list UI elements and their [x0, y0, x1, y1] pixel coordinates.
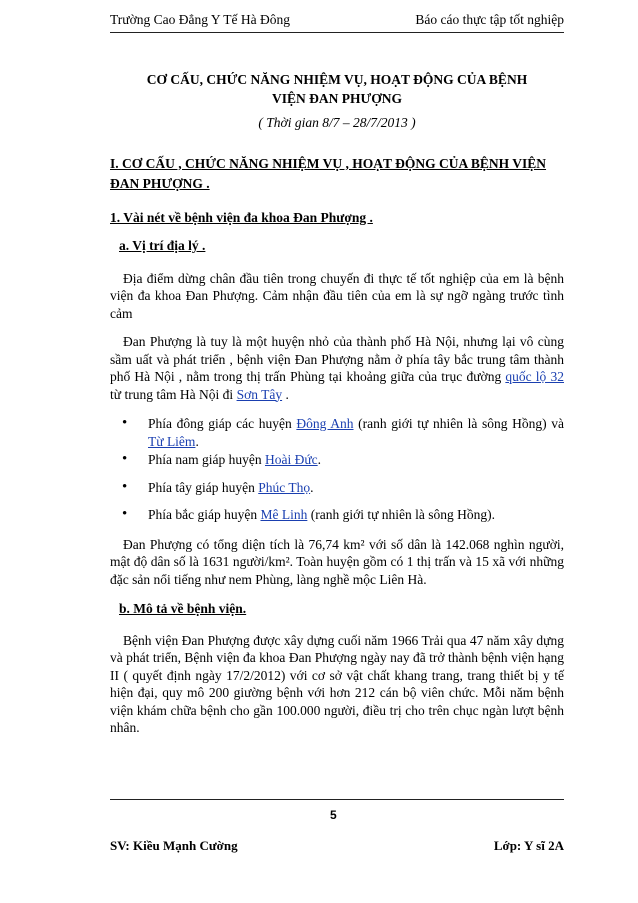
page-number: 5 — [330, 808, 337, 822]
link-me-linh[interactable]: Mê Linh — [260, 507, 308, 522]
paragraph-b-1: Bệnh viện Đan Phượng được xây dựng cuối năm 1966 Trải qua 47 năm xây dựng và phát triển, Bệnh viện đa khoa Đan Phượng ngày nay đã trở thành bệnh viện hạng II ( quyết định ngày 17/2/2012) với cơ sở vật chất khang trang, trang thiết bị y tế hiện đại, quy mô 200 giường bệnh với hơn 212 cán bộ viên chức. Mỗi năm bệnh viện khám chữa bệnh cho gần 100.000 người, điều trị cho trên chục ngàn lượt bệnh nhân. — [110, 632, 564, 735]
paragraph-a-2 — [110, 333, 564, 403]
heading-a-location: a. Vị trí địa lý . — [119, 238, 206, 253]
document-subtitle: ( Thời gian 8/7 – 28/7/2013 ) — [258, 115, 416, 130]
subsection-heading-1: 1. Vài nét về bệnh viện đa khoa Đan Phượng . — [110, 209, 373, 225]
header-report-title: Báo cáo thực tập tốt nghiệp — [415, 12, 564, 27]
list-item-text: Phía tây giáp huyện — [148, 479, 259, 495]
link-hoai-duc[interactable]: Hoài Đức — [264, 452, 318, 467]
paragraph-a-2-text-mid: từ trung tâm Hà Nội đi — [110, 386, 237, 402]
page-header — [110, 10, 564, 33]
paragraph-a-1: Địa điểm dừng chân đầu tiên trong chuyến đi thực tế tốt nghiệp của em là bệnh viện đa khoa Đan Phượng. Cảm nhận đầu tiên của em là sự ngỡ ngàng trước tình cảm — [110, 270, 564, 321]
list-item-text: Phía nam giáp huyện — [148, 452, 265, 467]
header-school-name: Trường Cao Đẳng Y Tế Hà Đông — [110, 12, 290, 27]
list-item-text: . — [195, 433, 199, 449]
link-dong-anh[interactable]: Đông Anh — [296, 416, 354, 431]
title-line-2: VIỆN ĐAN PHƯỢNG — [272, 91, 402, 106]
border-list — [110, 415, 564, 524]
list-item-text: (ranh giới tự nhiên là sông Hồng) và — [353, 416, 564, 431]
title-line-1: CƠ CẤU, CHỨC NĂNG NHIỆM VỤ, HOẠT ĐỘNG CỦA BỆNH — [146, 72, 528, 87]
list-item-text: . — [310, 479, 314, 495]
list-item-east — [148, 415, 564, 450]
paragraph-a-3: Đan Phượng có tổng diện tích là 76,74 km² với số dân là 142.068 nghìn người, mật độ dân số là 1631 người/km². Toàn huyện gồm có 1 thị trấn và 15 xã với những đặc sản nổi tiếng như nem Phùng, làng nghề mộc Liên Hà. — [110, 536, 564, 587]
link-quoc-lo-32[interactable]: quốc lộ 32 — [505, 369, 564, 384]
page-footer — [110, 799, 564, 853]
footer-class: Lớp: Y sĩ 2A — [493, 838, 564, 853]
footer-student-name: SV: Kiều Mạnh Cường — [110, 838, 238, 853]
link-tu-liem[interactable]: Từ Liêm — [148, 433, 196, 449]
paragraph-a-2-text: Đan Phượng là tuy là một huyện nhỏ của thành phố Hà Nội, nhưng lại vô cùng sầm uất và phát triển , bệnh viện Đan Phượng nằm ở phía tây bắc trung tâm thành phố Hà Nội , nằm trong thị trấn Phùng tại khoảng giữa của trục đường — [110, 334, 564, 384]
document-title — [110, 70, 564, 108]
list-item-text: (ranh giới tự nhiên là sông Hồng). — [307, 507, 496, 522]
paragraph-a-2-text-end: . — [282, 386, 289, 402]
list-item-west — [148, 479, 564, 497]
heading-b-hospital: b. Mô tả về bệnh viện. — [119, 601, 247, 616]
list-item-text: . — [317, 452, 322, 467]
list-item-north — [148, 506, 564, 524]
document-body — [110, 70, 564, 737]
list-item-text: Phía đông giáp các huyện — [148, 416, 297, 431]
list-item-text: Phía bắc giáp huyện — [148, 507, 261, 522]
section-heading-1: I. CƠ CẤU , CHỨC NĂNG NHIỆM VỤ , HOẠT ĐỘNG CỦA BỆNH VIỆN ĐAN PHƯỢNG . — [110, 155, 547, 191]
link-son-tay[interactable]: Sơn Tây — [236, 386, 283, 402]
link-phuc-tho[interactable]: Phúc Thọ — [258, 479, 311, 495]
list-item-south — [148, 451, 564, 469]
